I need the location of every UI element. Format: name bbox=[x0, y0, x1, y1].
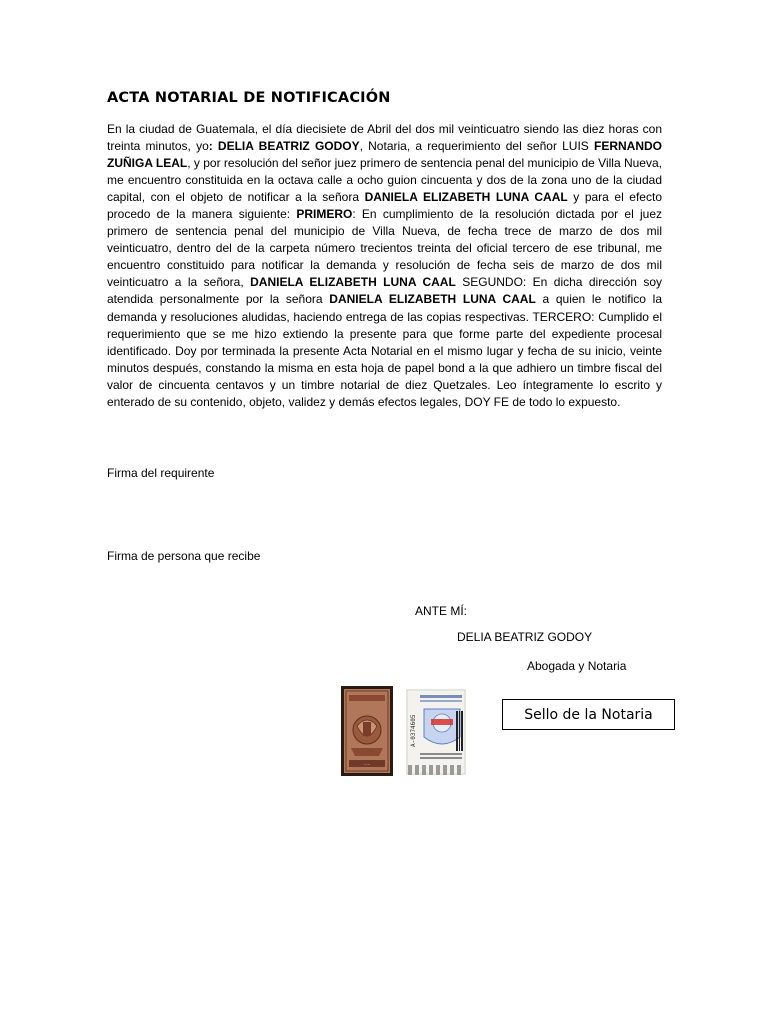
notarial-stamp-icon bbox=[406, 689, 466, 775]
requester-name-bold: FERNANDO ZUÑIGA LEAL bbox=[107, 139, 662, 171]
document-title: ACTA NOTARIAL DE NOTIFICACIÓN bbox=[107, 90, 391, 106]
fiscal-stamp-icon bbox=[341, 686, 393, 776]
notary-seal-box bbox=[502, 699, 675, 730]
notified-name-bold: DANIELA ELIZABETH LUNA CAAL bbox=[250, 275, 456, 290]
signature-receiver-label: Firma de persona que recibe bbox=[107, 549, 261, 563]
notary-name: DELIA BEATRIZ GODOY bbox=[457, 630, 593, 644]
body-text-segment: , Notaria, a requerimiento del señor LUIS bbox=[359, 139, 594, 154]
body-text-segment: : En cumplimiento de la resolución dictada por el juez primero de sentencia penal del municipio de Villa Nueva, de fecha trece de marzo de dos mil veinticuatro, dentro del de la carpeta número trecientos treinta del oficial tercero de ese tribunal, me encuentro constituido para notificar la demanda y resolución de fecha seis de marzo de dos mil veinticuatro a la señora, bbox=[107, 207, 662, 290]
ante-mi-label: ANTE MÍ: bbox=[415, 604, 468, 618]
notified-name-bold: DANIELA ELIZABETH LUNA CAAL bbox=[329, 292, 536, 307]
seal-label: Sello de la Notaria bbox=[524, 706, 653, 723]
document-body bbox=[107, 121, 662, 411]
section-primero: PRIMERO bbox=[296, 207, 353, 222]
svg-text:·····: ····· bbox=[363, 762, 371, 767]
notary-name-bold: : DELIA BEATRIZ GODOY bbox=[208, 139, 360, 154]
signature-requester-label: Firma del requirente bbox=[107, 466, 215, 480]
notary-role: Abogada y Notaria bbox=[527, 659, 627, 673]
body-text-segment: SEGUNDO: En dicha dirección soy atendida personalmente por la señora bbox=[107, 275, 662, 307]
body-text-segment: a quien le notifico la demanda y resoluciones aludidas, haciendo entrega de las copias respectivas. TERCERO: Cumplido el requerimiento que se me hizo extiendo la presente para que forme parte del expediente procesal identificado. Doy por terminada la presente Acta Notarial en el mismo lugar y fecha de su inicio, veinte minutos después, constando la misma en esta hoja de papel bond a la que adhiero un timbre fiscal del valor de cincuenta centavos y un timbre notarial de diez Quetzales. Leo íntegramente lo escrito y enterado de su contenido, objeto, validez y demás efectos legales, DOY FE de todo lo expuesto. bbox=[107, 292, 662, 409]
notarial-serial: A-0374605 bbox=[410, 714, 417, 747]
notified-name-bold: DANIELA ELIZABETH LUNA CAAL bbox=[364, 190, 568, 205]
body-text-segment: y para el efecto procedo de la manera siguiente: bbox=[107, 190, 662, 222]
body-text-segment: , y por resolución del señor juez primero de sentencia penal del municipio de Villa Nueva, me encuentro constituida en la octava calle a ocho guion cincuenta y dos de la zona uno de la ciudad capital, con el objeto de notificar a la señora bbox=[107, 156, 662, 205]
body-text-segment: En la ciudad de Guatemala, el día diecisiete de Abril del dos mil veinticuatro siendo las diez horas con treinta minutos, yo bbox=[107, 122, 662, 154]
